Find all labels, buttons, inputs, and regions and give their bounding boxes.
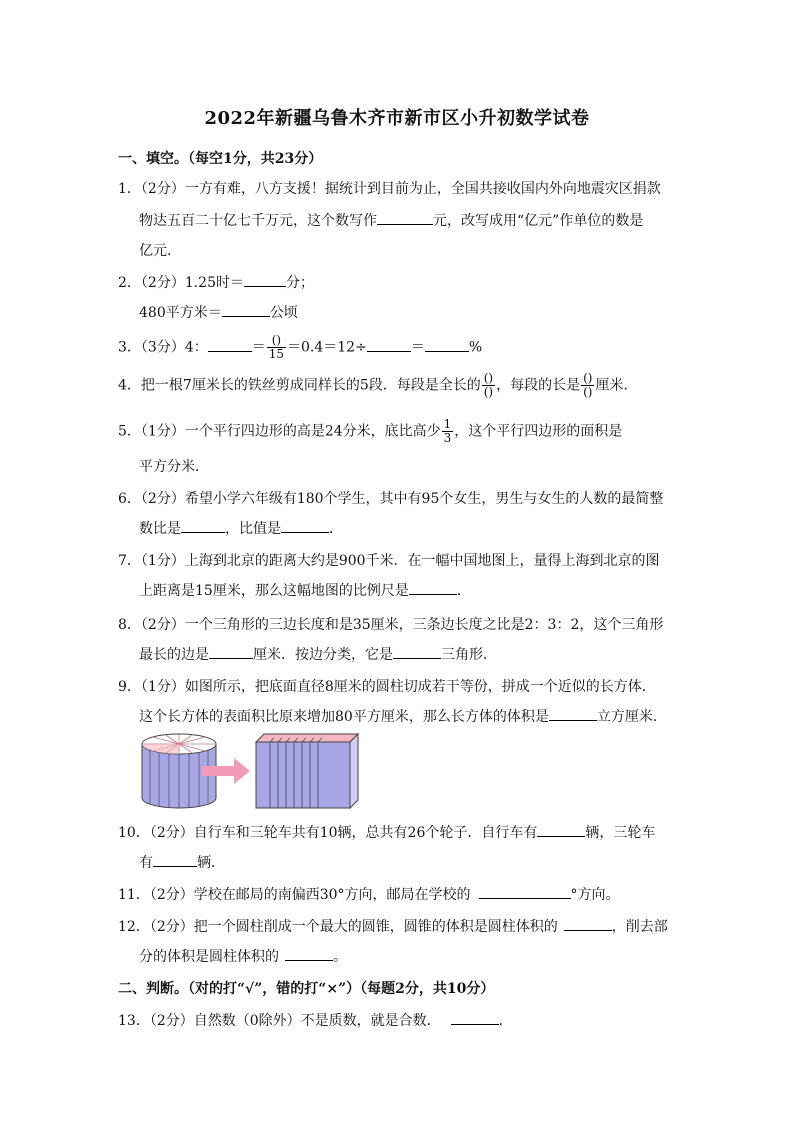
q10-line2: 有 辆．	[139, 855, 225, 871]
answer-blank[interactable]	[367, 338, 411, 352]
answer-blank[interactable]	[153, 853, 197, 867]
cylinder-slice-lines	[150, 750, 208, 808]
cylinder-diagram	[138, 728, 558, 812]
answer-blank[interactable]	[281, 519, 329, 533]
q7-line1: 7．（1分）上海到北京的距离大约是900千米．在一幅中国地图上，量得上海到北京的图	[118, 553, 660, 569]
q11-line: 11．（2分）学校在邮局的南偏西30°方向，邮局在学校的 °方向。	[118, 887, 620, 903]
q5-line1: 5．（1分）一个平行四边形的高是24分米，底比高少 $\frac{1}{3}$ ，这个平行四边形的面积是	[118, 417, 623, 445]
q1-line1: 1．（2分）一方有难，八方支援！据统计到目前为止，全国共接收国内外向地震灾区捐款	[118, 181, 661, 197]
answer-blank[interactable]	[377, 211, 433, 225]
q1-line2: 物达五百二十亿七千万元，这个数写作 元，改写成用“亿元”作单位的数是	[139, 213, 644, 229]
q12-line1: 12．（2分）把一个圆柱削成一个最大的圆锥，圆锥的体积是圆柱体积的 ，削去部	[118, 919, 668, 935]
section-true-false-heading: 二、判断。（对的打“√”，错的打“×”）（每题2分，共10分）	[118, 981, 495, 997]
section-fill-blank-heading: 一、填空。（每空1分，共23分）	[118, 151, 323, 167]
q4-line: 4．把一根7厘米长的铁丝剪成同样长的5段．每段是全长的 $\frac{()}{()}$ ，每段的长是 $\frac{()}{()}$ 厘米．	[118, 371, 638, 399]
q3-line: 3．（3分）4： ＝ $\frac{()}{15}$ ＝0.4＝12÷ ＝ %	[118, 333, 483, 361]
answer-blank[interactable]	[181, 519, 225, 533]
rectangular-box	[256, 734, 358, 808]
q8-line2: 最长的边是 厘米．按边分类，它是 三角形．	[139, 647, 497, 663]
answer-blank[interactable]	[537, 823, 585, 837]
answer-blank[interactable]	[425, 338, 469, 352]
answer-blank[interactable]	[564, 917, 612, 931]
answer-blank[interactable]	[208, 338, 252, 352]
answer-blank[interactable]	[209, 645, 253, 659]
q6-line2: 数比是 ，比值是 ．	[139, 521, 343, 537]
fraction-blank[interactable]: $\frac{()}{()}$	[583, 371, 593, 399]
q13-line: 13．（2分）自然数（0除外）不是质数，就是合数． ．	[118, 1013, 513, 1029]
q12-line2: 分的体积是圆柱体积的 。	[139, 949, 347, 965]
q6-line1: 6．（2分）希望小学六年级有180个学生，其中有95个女生，男生与女生的人数的最简整	[118, 491, 664, 507]
q9-line1: 9．（1分）如图所示，把底面直径8厘米的圆柱切成若干等份，拼成一个近似的长方体．	[118, 679, 656, 695]
answer-blank[interactable]	[393, 645, 441, 659]
answer-blank[interactable]	[244, 273, 286, 287]
q1-line3: 亿元．	[139, 243, 181, 259]
answer-blank[interactable]	[479, 885, 571, 899]
q2-line2: 480平方米＝ 公顷	[139, 305, 298, 321]
q8-line1: 8．（2分）一个三角形的三边长度和是35厘米，三条边长度之比是2：3：2，这个三角形	[118, 617, 664, 633]
fraction-blank[interactable]: $\frac{()}{()}$	[483, 371, 494, 399]
exam-title: 2022年新疆乌鲁木齐市新市区小升初数学试卷	[204, 108, 590, 129]
answer-blank[interactable]	[222, 303, 270, 317]
answer-blank[interactable]	[451, 1011, 499, 1025]
answer-blank[interactable]	[285, 947, 333, 961]
fraction: $\frac{1}{3}$	[443, 417, 452, 445]
cylinder-to-box-figure	[138, 728, 558, 812]
answer-blank[interactable]	[409, 581, 457, 595]
answer-blank[interactable]	[549, 707, 597, 721]
q9-line2: 这个长方体的表面积比原来增加80平方厘米，那么长方体的体积是 立方厘米．	[139, 709, 667, 725]
fraction: $\frac{()}{15}$	[268, 333, 285, 361]
q7-line2: 上距离是15厘米，那么这幅地图的比例尺是 ．	[139, 583, 471, 599]
q2-line1: 2．（2分）1.25时＝ 分；	[118, 275, 314, 291]
q5-line2: 平方分米．	[139, 459, 209, 475]
q10-line1: 10．（2分）自行车和三轮车共有10辆，总共有26个轮子．自行车有 辆，三轮车	[118, 825, 656, 841]
